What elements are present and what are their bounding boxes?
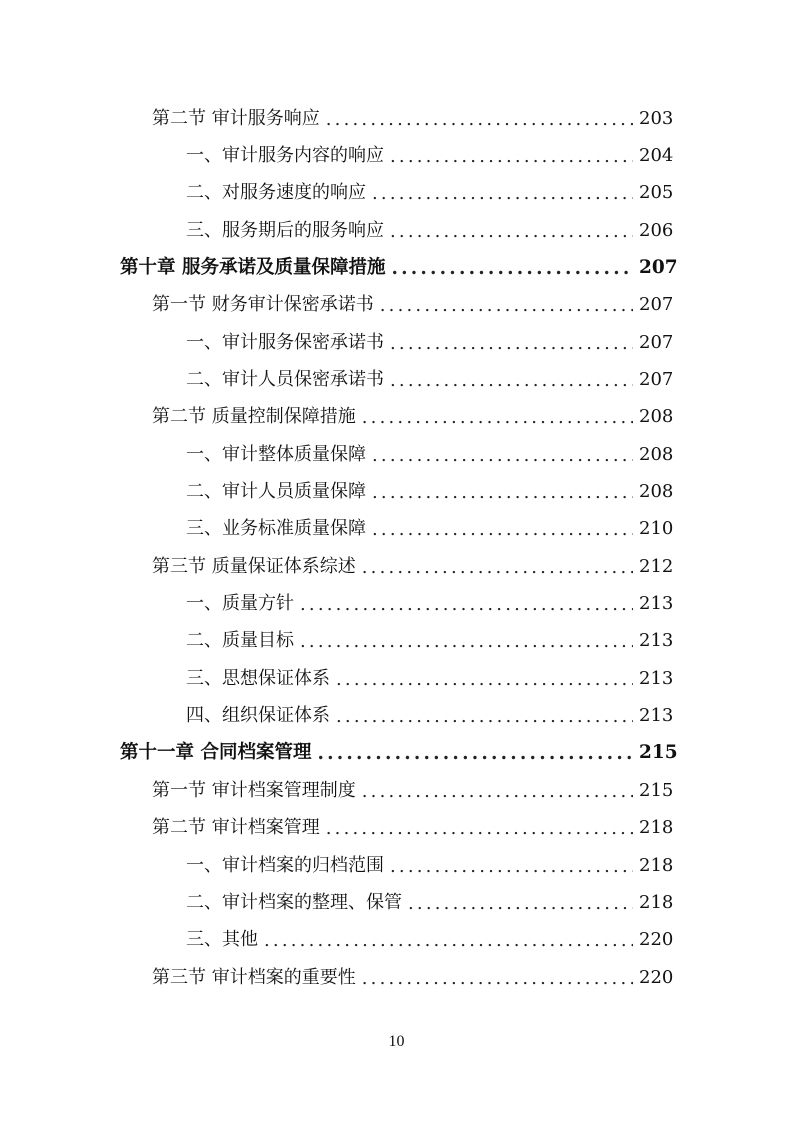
toc-entry-title: 四、组织保证体系 <box>186 705 330 727</box>
toc-entry-page: 203 <box>639 107 674 129</box>
toc-dot-leader <box>362 970 633 988</box>
toc-entry-title: 第一节 审计档案管理制度 <box>152 779 356 801</box>
toc-entry-title: 第二节 审计服务响应 <box>152 107 320 129</box>
toc-entry[interactable] <box>0 548 793 585</box>
toc-entry-page: 207 <box>639 369 674 391</box>
toc-entry-page: 207 <box>639 256 678 278</box>
toc-entry-title: 第二节 质量控制保障措施 <box>152 406 356 428</box>
toc-entry[interactable] <box>0 324 793 361</box>
toc-entry-title: 一、审计服务保密承诺书 <box>186 331 384 353</box>
toc-entry-page: 218 <box>639 817 674 839</box>
toc-dot-leader <box>264 932 633 950</box>
toc-entry[interactable] <box>0 810 793 847</box>
toc-entry[interactable] <box>0 212 793 249</box>
toc-entry-page: 215 <box>639 742 678 764</box>
toc-entry-title: 第二节 审计档案管理 <box>152 817 320 839</box>
toc-entry[interactable] <box>0 585 793 622</box>
toc-entry-page: 207 <box>639 331 674 353</box>
toc-dot-leader <box>372 447 633 465</box>
toc-dot-leader <box>336 708 633 726</box>
page-number: 10 <box>388 1033 405 1050</box>
toc-dot-leader <box>326 820 633 838</box>
toc-entry-title: 第三节 审计档案的重要性 <box>152 966 356 988</box>
toc-entry[interactable] <box>0 287 793 324</box>
toc-entry[interactable] <box>0 511 793 548</box>
toc-dot-leader <box>300 633 633 651</box>
toc-entry-page: 208 <box>639 406 674 428</box>
toc-entry[interactable] <box>0 436 793 473</box>
toc-entry[interactable] <box>0 473 793 510</box>
toc-entry-title: 三、其他 <box>186 929 258 951</box>
toc-entry-title: 二、审计人员保密承诺书 <box>186 369 384 391</box>
table-of-contents <box>0 100 793 996</box>
toc-entry-title: 三、业务标准质量保障 <box>186 518 366 540</box>
toc-entry-title: 一、质量方针 <box>186 593 294 615</box>
toc-dot-leader <box>390 335 633 353</box>
toc-entry[interactable] <box>0 361 793 398</box>
toc-dot-leader <box>390 372 633 390</box>
toc-entry-title: 一、审计整体质量保障 <box>186 443 366 465</box>
toc-dot-leader <box>317 745 633 764</box>
toc-entry-title: 一、审计档案的归档范围 <box>186 854 384 876</box>
toc-entry-page: 207 <box>639 294 674 316</box>
toc-entry-page: 218 <box>639 891 674 913</box>
toc-entry-title: 三、服务期后的服务响应 <box>186 219 384 241</box>
toc-entry-title: 三、思想保证体系 <box>186 667 330 689</box>
toc-entry-title: 二、审计人员质量保障 <box>186 481 366 503</box>
toc-dot-leader <box>300 596 633 614</box>
toc-chapter-entry[interactable] <box>0 735 793 772</box>
toc-entry-title: 第一节 财务审计保密承诺书 <box>152 294 374 316</box>
toc-dot-leader <box>380 297 633 315</box>
toc-chapter-entry[interactable] <box>0 249 793 286</box>
toc-entry-page: 208 <box>639 481 674 503</box>
toc-entry[interactable] <box>0 137 793 174</box>
toc-entry-page: 208 <box>639 443 674 465</box>
toc-entry-title: 第十一章 合同档案管理 <box>120 742 312 764</box>
toc-dot-leader <box>372 521 633 539</box>
toc-entry[interactable] <box>0 399 793 436</box>
toc-dot-leader <box>391 260 633 279</box>
toc-dot-leader <box>372 484 633 502</box>
toc-dot-leader <box>390 858 633 876</box>
toc-dot-leader <box>390 223 633 241</box>
toc-entry-page: 220 <box>639 966 674 988</box>
toc-dot-leader <box>336 671 633 689</box>
toc-dot-leader <box>408 895 633 913</box>
toc-dot-leader <box>362 559 633 577</box>
toc-entry-title: 二、质量目标 <box>186 630 294 652</box>
toc-entry-title: 二、审计档案的整理、保管 <box>186 891 402 913</box>
toc-entry[interactable] <box>0 772 793 809</box>
toc-entry-page: 220 <box>639 929 674 951</box>
toc-entry[interactable] <box>0 623 793 660</box>
toc-dot-leader <box>390 148 633 166</box>
toc-entry-title: 二、对服务速度的响应 <box>186 182 366 204</box>
toc-entry-title: 第十章 服务承诺及质量保障措施 <box>120 256 386 278</box>
toc-dot-leader <box>362 409 633 427</box>
toc-entry-page: 212 <box>639 555 674 577</box>
toc-entry[interactable] <box>0 175 793 212</box>
toc-dot-leader <box>326 111 633 129</box>
toc-entry[interactable] <box>0 959 793 996</box>
toc-entry[interactable] <box>0 100 793 137</box>
toc-entry-page: 210 <box>639 518 674 540</box>
toc-entry[interactable] <box>0 698 793 735</box>
toc-entry-page: 213 <box>639 705 674 727</box>
toc-entry-title: 一、审计服务内容的响应 <box>186 145 384 167</box>
toc-entry-page: 204 <box>639 145 674 167</box>
toc-entry-page: 213 <box>639 630 674 652</box>
toc-entry-page: 205 <box>639 182 674 204</box>
toc-entry-page: 206 <box>639 219 674 241</box>
toc-entry-page: 218 <box>639 854 674 876</box>
toc-dot-leader <box>362 783 633 801</box>
toc-entry[interactable] <box>0 884 793 921</box>
toc-entry[interactable] <box>0 922 793 959</box>
toc-dot-leader <box>372 185 633 203</box>
toc-entry[interactable] <box>0 847 793 884</box>
toc-entry-title: 第三节 质量保证体系综述 <box>152 555 356 577</box>
toc-entry[interactable] <box>0 660 793 697</box>
toc-entry-page: 215 <box>639 779 674 801</box>
toc-entry-page: 213 <box>639 593 674 615</box>
toc-entry-page: 213 <box>639 667 674 689</box>
